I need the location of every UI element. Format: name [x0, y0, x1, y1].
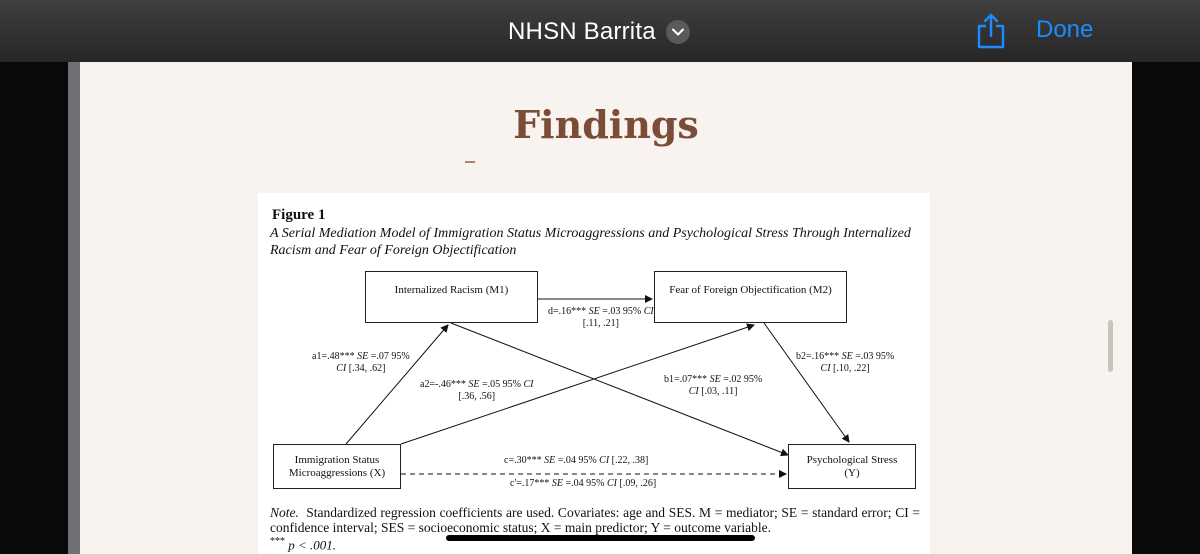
text-selection-underline [446, 535, 755, 541]
scroll-indicator[interactable] [1108, 320, 1113, 372]
path-d-label: d=.16*** SE =.03 95% CI [.11, .21] [548, 306, 654, 329]
right-margin [1132, 62, 1200, 554]
left-margin [0, 62, 68, 554]
path-b2-arrow [764, 323, 849, 442]
node-m2-label: Fear of Foreign Objectification (M2) [669, 284, 832, 296]
figure-note [270, 505, 920, 535]
node-m1-label: Internalized Racism (M1) [394, 284, 509, 296]
top-navigation-bar [0, 0, 1200, 62]
node-immigration-status [273, 444, 401, 489]
path-b1-label: b1=.07*** SE =.02 95% CI [.03, .11] [664, 374, 763, 397]
path-b2-label: b2=.16*** SE =.03 95% CI [.10, .22] [796, 351, 895, 374]
decorative-dash [465, 161, 475, 163]
node-x-line2: Microaggressions (X) [288, 466, 386, 479]
path-c-prime-label: c'=.17*** SE =.04 95% CI [.09, .26] [510, 478, 657, 489]
page-edge-strip [68, 62, 80, 554]
figure-caption: A Serial Mediation Model of Immigration Status Microaggressions and Psychological Stress Through Internalized Racism and Fear of Foreign Objectification [270, 226, 911, 258]
path-c-label: c=.30*** SE =.04 95% CI [.22, .38] [504, 455, 649, 466]
document-title-menu[interactable] [508, 16, 690, 48]
significance-note [270, 536, 336, 553]
share-icon[interactable] [974, 12, 1008, 50]
done-button[interactable]: Done [1036, 16, 1094, 43]
node-y-line2: (Y) [844, 466, 860, 479]
node-y-line1: Psychological Stress [806, 453, 898, 466]
significance-text: p < .001. [288, 537, 337, 553]
note-text: Standardized regression coefficients are used. Covariates: age and SES. M = mediator; SE = standard error; CI = confidence interval; SES = socioeconomic status; X = main predictor; Y = outcome variable. [270, 505, 921, 535]
node-psychological-stress [788, 444, 916, 489]
chevron-down-icon[interactable] [666, 20, 690, 44]
note-label: Note. [270, 505, 299, 520]
node-fear-of-foreign-objectification [654, 271, 847, 323]
node-internalized-racism [365, 271, 538, 323]
path-a2-label: a2=-.46*** SE =.05 95% CI [.36, .56] [420, 379, 534, 402]
significance-stars: *** [270, 536, 285, 547]
document-title[interactable]: NHSN Barrita [508, 18, 656, 45]
node-x-line1: Immigration Status [294, 453, 380, 466]
figure-1 [258, 193, 930, 554]
figure-label: Figure 1 [272, 207, 326, 223]
page-heading: Findings [513, 102, 699, 147]
path-a1-label: a1=.48*** SE =.07 95% CI [.34, .62] [312, 351, 410, 374]
